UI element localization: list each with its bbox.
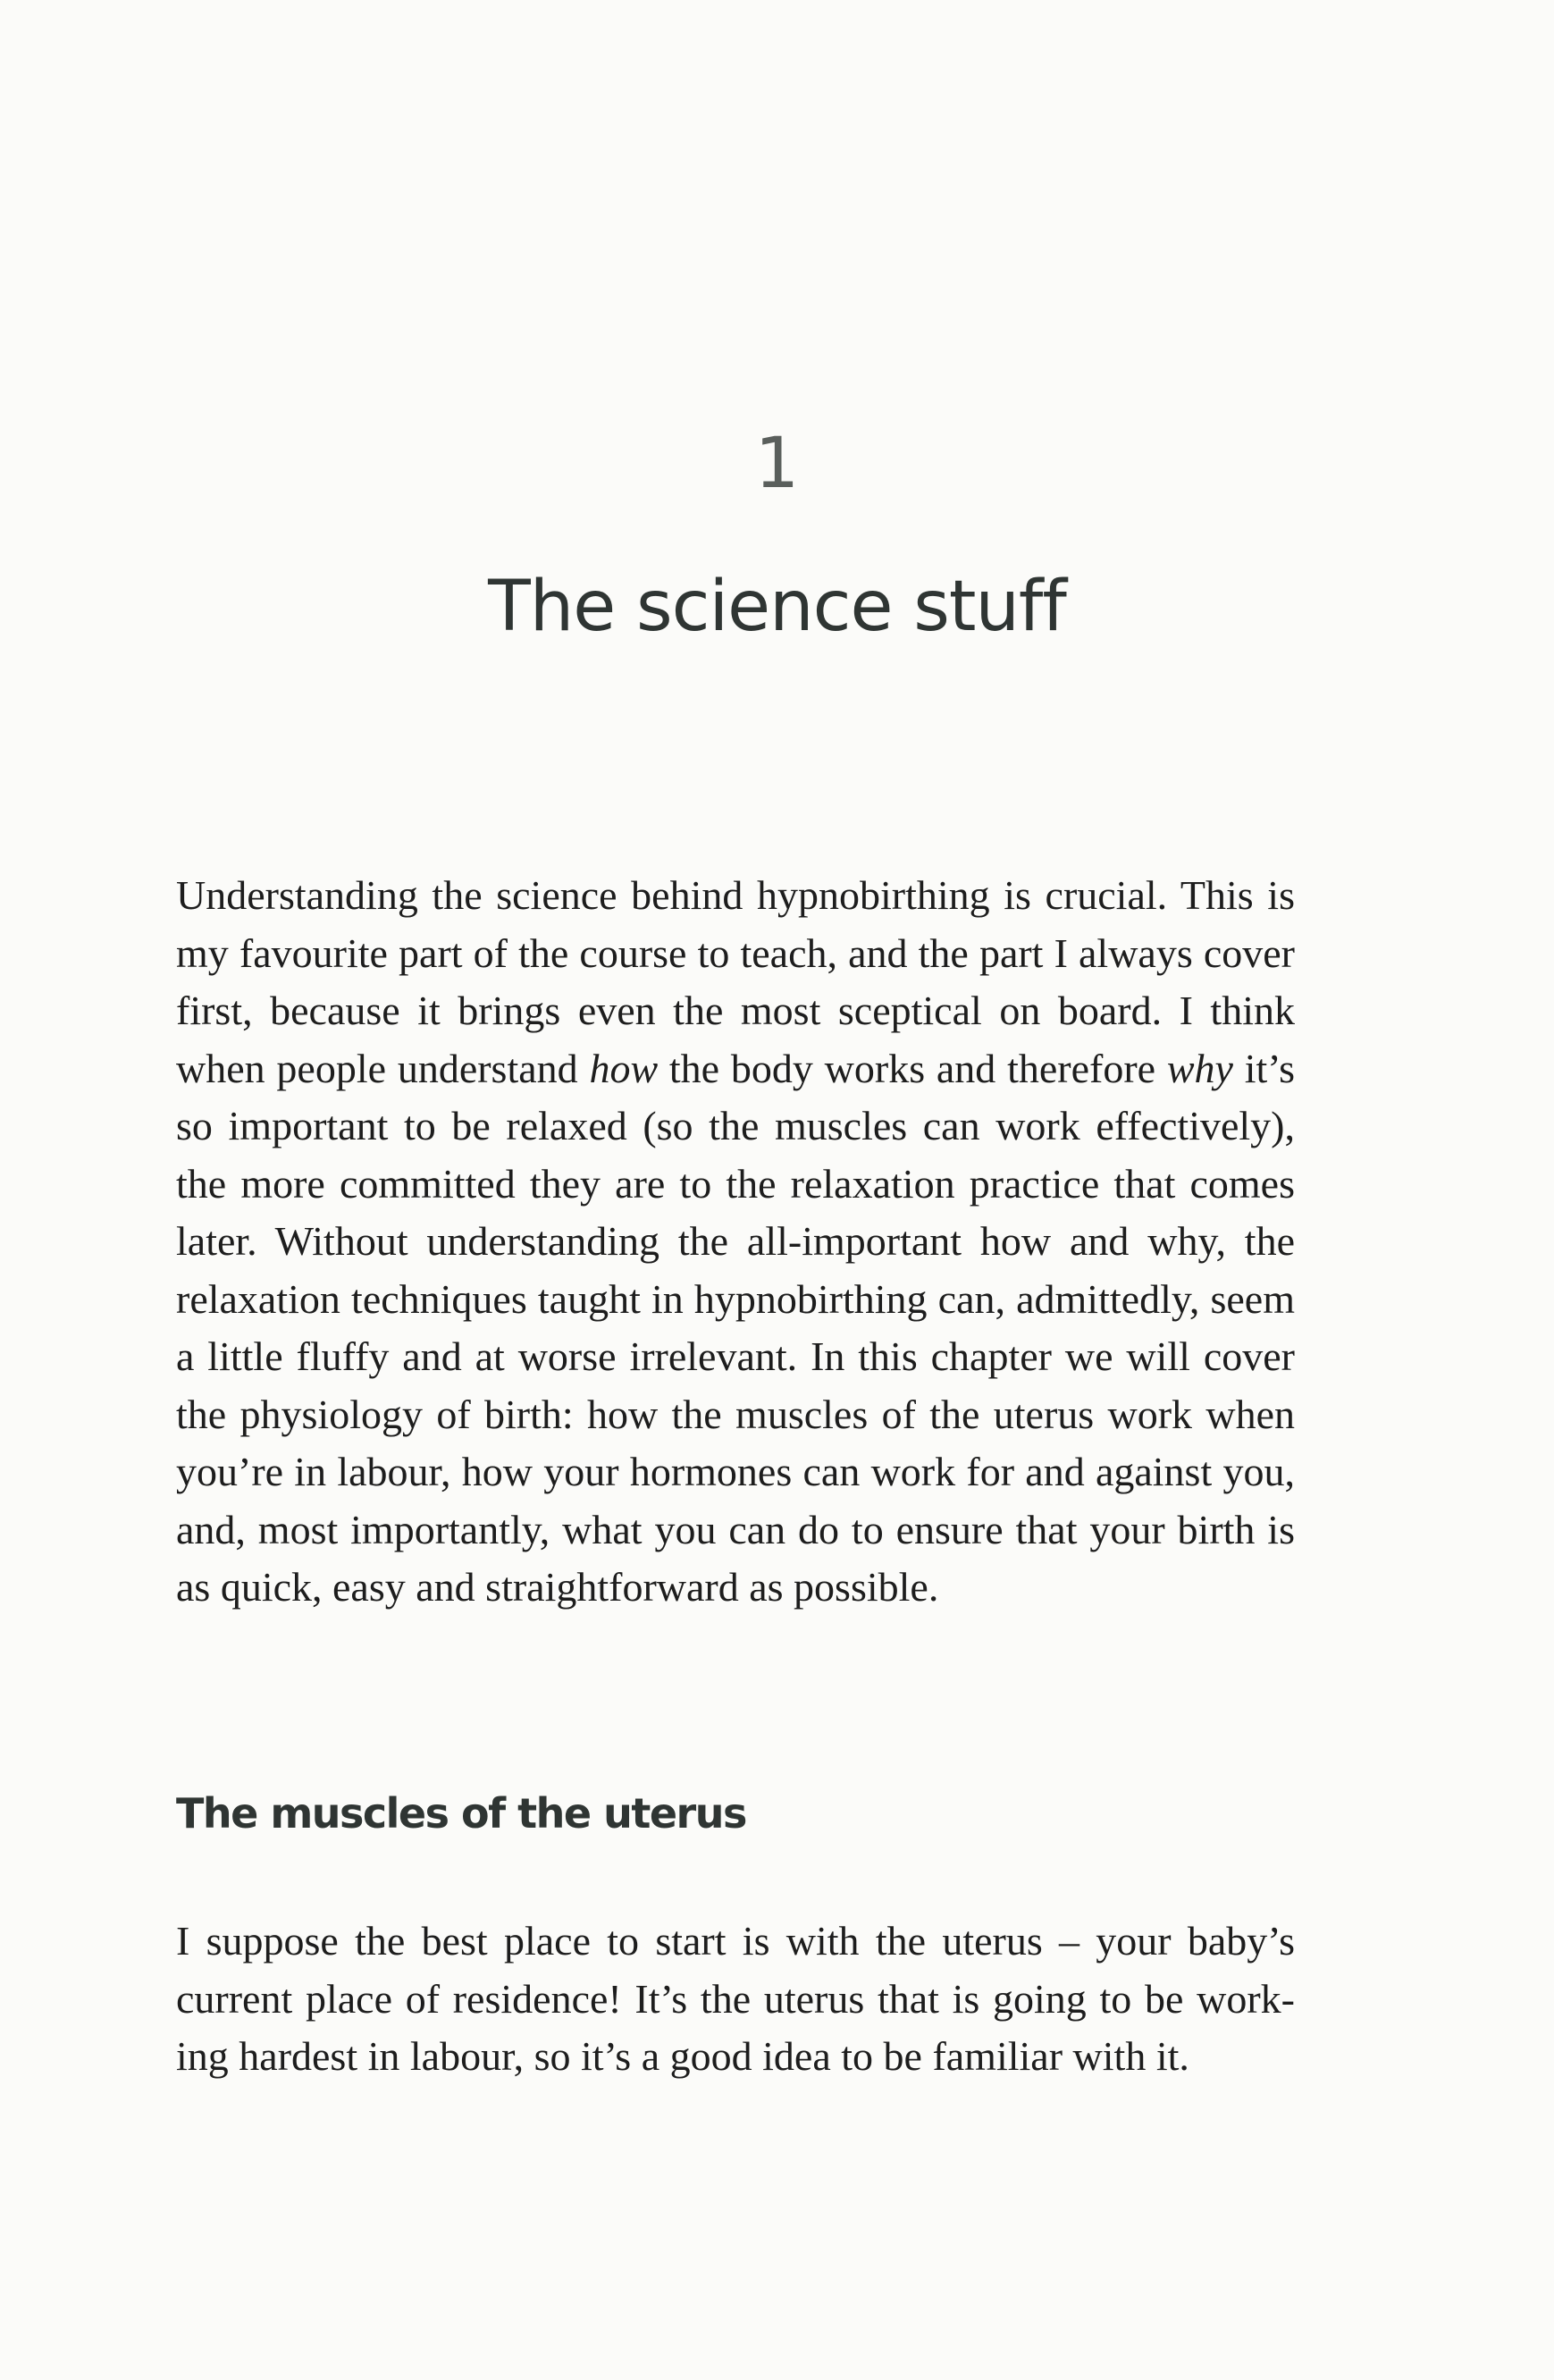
intro-paragraph: [176, 867, 1295, 1617]
chapter-number: 1: [754, 424, 800, 504]
chapter-title: The science stuff: [488, 567, 1066, 647]
intro-emphasis-how: how: [589, 1045, 659, 1091]
intro-text-part-2: the body works and therefore: [658, 1045, 1167, 1091]
intro-emphasis-why: why: [1166, 1045, 1233, 1091]
section-paragraph: I suppose the best place to start is with the uterus – your baby’s current place of residence! It’s the uterus that is going to be working hardest in labour, so it’s a good idea to be familiar with it.: [176, 1918, 1295, 2079]
intro-text-part-3: it’s so important to be relaxed (so the muscles can work effectively), the more committed they are to the relaxation practice that comes later. Without understanding the all-important how and why, the relaxation techniques taught in hypnobirthing can, admittedly, seem a little fluffy and at worse irrelevant. In this chapter we will cover the physiology of birth: how the muscles of the uterus work when you’re in labour, how your hormones can work for and against you, and, most importantly, what you can do to ensure that your birth is as quick, easy and straightforward as possible.: [176, 1045, 1295, 1610]
section-heading: The muscles of the uterus: [176, 1789, 746, 1838]
intro-text-part-1: Understanding the science behind hypnobirthing is crucial. This is my favourite part of the course to teach, and the part I always cover first, because it brings even the most sceptical on board. I think when people understand: [176, 872, 1295, 1091]
